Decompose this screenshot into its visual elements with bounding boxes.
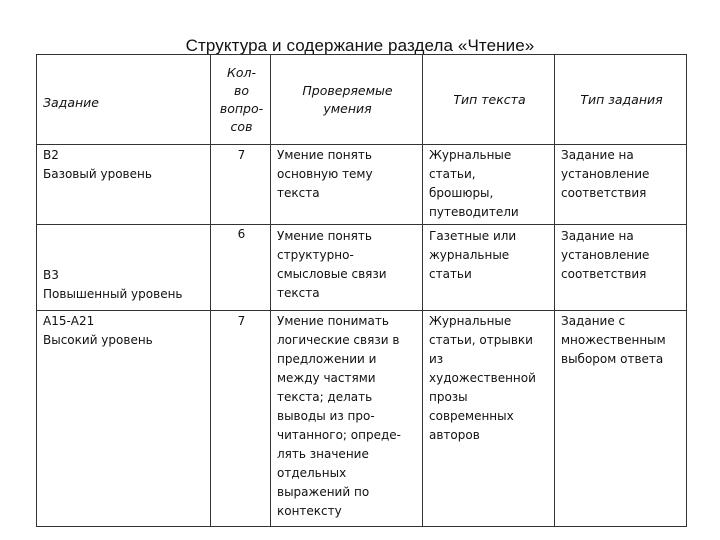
row-level: Повышенный уровень	[43, 287, 183, 301]
row-task-type: Задание с множественным выбором ответа	[555, 311, 687, 527]
reading-structure-table	[36, 54, 687, 527]
table-row	[37, 225, 687, 311]
row-task-cell	[37, 225, 211, 311]
row-count: 6	[211, 225, 271, 311]
row-code: В2	[43, 148, 59, 162]
header-count: Кол- во вопро- сов	[211, 55, 271, 145]
row-task-type: Задание на установление соответствия	[555, 225, 687, 311]
header-skills: Проверяемые умения	[271, 55, 423, 145]
header-task-type: Тип задания	[555, 55, 687, 145]
row-level: Базовый уровень	[43, 167, 152, 181]
row-task-cell	[37, 311, 211, 527]
row-code: А15-А21	[43, 314, 95, 328]
table-row	[37, 145, 687, 225]
row-skills: Умение понимать логические связи в предложении и между частями текста; делать выводы из про- читанного; опреде- лять значение отдельных выражений по контексту	[271, 311, 423, 527]
table-row	[37, 311, 687, 527]
row-code: В3	[43, 268, 59, 282]
header-task: Задание	[37, 55, 211, 145]
row-skills: Умение понять структурно- смысловые связи текста	[271, 225, 423, 311]
row-task-type: Задание на установление соответствия	[555, 145, 687, 225]
row-text-type: Газетные или журнальные статьи	[423, 225, 555, 311]
table-header-row	[37, 55, 687, 145]
row-skills: Умение понять основную тему текста	[271, 145, 423, 225]
row-level: Высокий уровень	[43, 333, 153, 347]
row-text-type: Журнальные статьи, отрывки из художественной прозы современных авторов	[423, 311, 555, 527]
row-task-cell	[37, 145, 211, 225]
header-text-type: Тип текста	[423, 55, 555, 145]
row-count: 7	[211, 145, 271, 225]
page-title: Структура и содержание раздела «Чтение»	[185, 36, 535, 55]
row-count: 7	[211, 311, 271, 527]
row-text-type: Журнальные статьи, брошюры, путеводители	[423, 145, 555, 225]
